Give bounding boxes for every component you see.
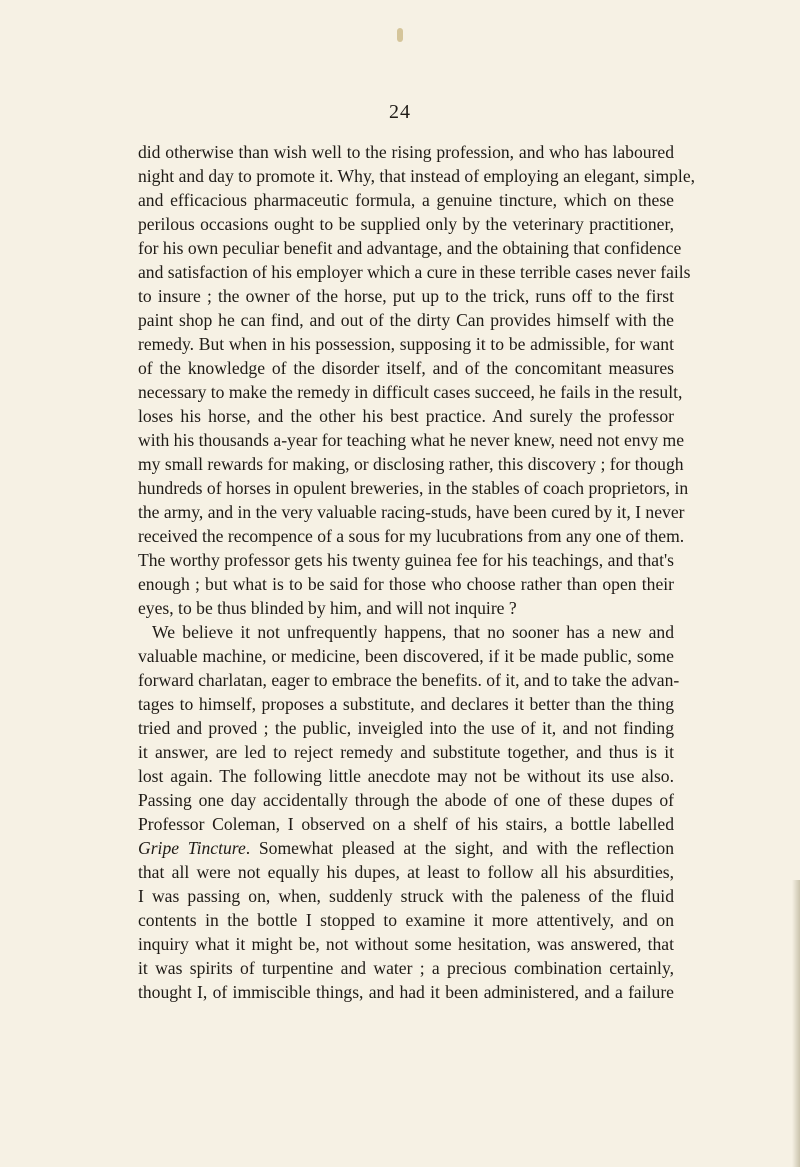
text-line: and satisfaction of his employer which a cure in these terrible cases never fails	[138, 262, 691, 282]
text-line: tages to himself, proposes a substitute, and declares it better than the thing	[138, 694, 674, 714]
page-edge-shadow	[792, 880, 800, 1167]
text-line: remedy. But when in his possession, supposing it to be admissible, for want	[138, 334, 674, 354]
text-line: Professor Coleman, I observed on a shelf of his stairs, a bottle labelled	[138, 814, 674, 834]
text-line: We believe it not unfrequently happens, that no sooner has a new and	[152, 622, 674, 642]
text-line: did otherwise than wish well to the rising profession, and who has laboured	[138, 142, 674, 162]
text-line: of the knowledge of the disorder itself, and of the concomitant measures	[138, 358, 674, 378]
text-line: paint shop he can find, and out of the dirty Can provides himself with the	[138, 310, 674, 330]
text-line: it answer, are led to reject remedy and substitute together, and thus is it	[138, 742, 674, 762]
text-line: night and day to promote it. Why, that instead of employing an elegant, simple,	[138, 166, 696, 186]
text-line: for his own peculiar benefit and advantage, and the obtaining that confidence	[138, 238, 682, 258]
text-line: received the recompence of a sous for my lucubrations from any one of them.	[138, 526, 685, 546]
text-run: . Somewhat pleased at the sight, and with the reflection	[245, 838, 674, 858]
text-line: enough ; but what is to be said for those who choose rather than open their	[138, 574, 674, 594]
text-line: I was passing on, when, suddenly struck with the paleness of the fluid	[138, 886, 674, 906]
text-line: lost again. The following little anecdote may not be without its use also.	[138, 766, 674, 786]
text-line: Passing one day accidentally through the abode of one of these dupes of	[138, 790, 674, 810]
text-line: contents in the bottle I stopped to examine it more attentively, and on	[138, 910, 674, 930]
text-line: my small rewards for making, or disclosing rather, this discovery ; for though	[138, 454, 684, 474]
text-line: with his thousands a-year for teaching what he never knew, need not envy me	[138, 430, 685, 450]
italic-title: Gripe Tincture	[138, 838, 246, 858]
text-line	[138, 836, 674, 860]
paper-speck	[397, 28, 403, 42]
text-line: inquiry what it might be, not without some hesitation, was answered, that	[138, 934, 674, 954]
text-line: tried and proved ; the public, inveigled into the use of it, and not finding	[138, 718, 674, 738]
text-line: perilous occasions ought to be supplied only by the veterinary practitioner,	[138, 214, 674, 234]
text-line: it was spirits of turpentine and water ; a precious combination certainly,	[138, 958, 674, 978]
text-line: The worthy professor gets his twenty guinea fee for his teachings, and that's	[138, 550, 674, 570]
text-line: that all were not equally his dupes, at least to follow all his absurdities,	[138, 862, 674, 882]
text-line: thought I, of immiscible things, and had it been administered, and a failure	[138, 982, 674, 1002]
text-line: eyes, to be thus blinded by him, and will not inquire ?	[138, 598, 517, 618]
text-line: forward charlatan, eager to embrace the benefits. of it, and to take the advan-	[138, 670, 680, 690]
text-line: loses his horse, and the other his best practice. And surely the professor	[138, 406, 674, 426]
text-line: necessary to make the remedy in difficult cases succeed, he fails in the result,	[138, 382, 683, 402]
body-text	[138, 140, 696, 1004]
text-line: to insure ; the owner of the horse, put up to the trick, runs off to the first	[138, 286, 674, 306]
text-line: hundreds of horses in opulent breweries, in the stables of coach proprietors, in	[138, 478, 689, 498]
text-line: valuable machine, or medicine, been discovered, if it be made public, some	[138, 646, 674, 666]
page-number: 24	[389, 101, 411, 123]
text-line: and efficacious pharmaceutic formula, a genuine tincture, which on these	[138, 190, 674, 210]
text-line: the army, and in the very valuable racing-studs, have been cured by it, I never	[138, 502, 685, 522]
